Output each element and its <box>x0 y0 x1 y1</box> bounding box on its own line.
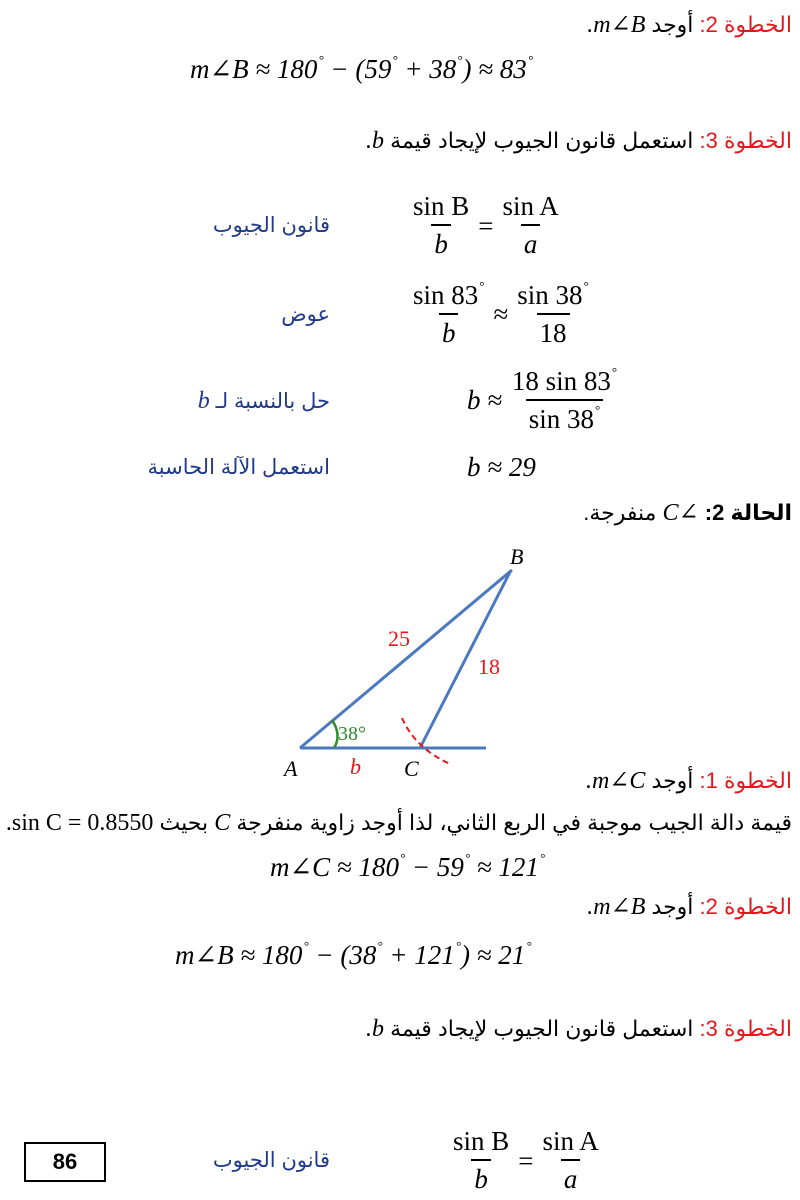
step-label: الخطوة 3: <box>699 128 792 153</box>
label-var: b <box>197 388 210 414</box>
eq-part: ≈ 121 <box>470 852 539 882</box>
label-use-calculator: استعمل الآلة الحاسبة <box>147 456 330 479</box>
fraction-denominator: a <box>521 224 541 262</box>
label-law-of-sines: قانون الجيوب <box>212 214 330 237</box>
substitution-equation: $\frac{\sin 83^\circ}{b}$ ≈ $\frac{\sin 38^\circ}{18}$ <box>410 278 592 351</box>
sine-note <box>6 810 792 837</box>
fraction-numerator: sin A <box>542 1126 599 1156</box>
step-math: m∠B. <box>587 894 646 920</box>
side-bc-label: 18 <box>478 654 500 679</box>
eq-part: ) ≈ 21 <box>461 940 526 970</box>
label-solve-for-b <box>198 388 330 415</box>
fraction-numerator: sin 38 <box>517 280 583 310</box>
step-text: استعمل قانون الجيوب لإيجاد قيمة <box>390 128 694 153</box>
fraction-numerator: sin B <box>413 191 470 221</box>
equation-angle-b-1: m∠B ≈ 180° − (59° + 38°) ≈ 83° <box>190 52 534 84</box>
solve-equation: b ≈ $\frac{18 \sin 83^\circ}{\sin 38^\circ}$ <box>467 364 620 437</box>
fraction-denominator: b <box>431 224 451 262</box>
step-math: m∠C. <box>585 768 646 794</box>
note-text2: بحيث <box>159 810 209 835</box>
step1-heading-2 <box>586 766 792 795</box>
side-ab-label: 25 <box>388 626 410 651</box>
case2-heading <box>583 498 792 527</box>
step3-heading-2 <box>366 1016 792 1043</box>
note-equation: sin C = 0.8550. <box>5 810 154 836</box>
eq-part: m∠B ≈ 180 <box>175 940 303 970</box>
page-number: 86 <box>24 1142 106 1182</box>
vertex-b-label: B <box>510 544 524 569</box>
fraction-denominator: a <box>561 1159 581 1197</box>
eq-part: − (59 <box>323 54 392 84</box>
fraction-numerator: 18 sin 83 <box>511 366 611 396</box>
fraction-numerator: sin B <box>453 1126 510 1156</box>
equation-angle-c: m∠C ≈ 180° − 59° ≈ 121° <box>270 850 546 882</box>
fraction-denominator: b <box>471 1159 491 1197</box>
vertex-a-label: A <box>284 756 298 781</box>
result-b: b ≈ 29 <box>467 452 536 482</box>
eq-part: m∠C ≈ 180 <box>270 852 399 882</box>
eq-part: − (38 <box>308 940 377 970</box>
step3-heading-1 <box>366 128 792 155</box>
eq-part: + 121 <box>382 940 455 970</box>
law-of-sines-equation: $\frac{\text{sin B}}{b}$ = $\frac{\text{sin A}}{a}$ <box>410 190 562 262</box>
case-label: الحالة 2: <box>704 500 792 525</box>
eq-part: m∠B ≈ 180 <box>190 54 318 84</box>
fraction-numerator: sin A <box>502 191 559 221</box>
fraction-numerator: sin 83 <box>413 280 479 310</box>
step-text: أوجد <box>651 12 694 37</box>
angle-a-label: 38° <box>338 723 366 745</box>
step-label: الخطوة 2: <box>699 12 792 37</box>
step-text: استعمل قانون الجيوب لإيجاد قيمة <box>390 1016 694 1041</box>
step-text: أوجد <box>651 894 694 919</box>
eq-part: − 59 <box>405 852 464 882</box>
law-of-sines-equation-2: $\frac{\text{sin B}}{b}$ = $\frac{\text{sin A}}{a}$ <box>450 1125 602 1197</box>
eq-lhs: b ≈ <box>467 385 503 416</box>
angle-a-arc <box>332 720 338 748</box>
label-law-of-sines-2: قانون الجيوب <box>212 1149 330 1172</box>
side-ac-label: b <box>350 754 361 779</box>
fraction-denominator: 18 <box>537 313 570 351</box>
step2-heading-1 <box>587 10 792 39</box>
note-var: C <box>214 810 231 836</box>
label-substitute: عوض <box>281 303 330 326</box>
note-text: قيمة دالة الجيب موجبة في الربع الثاني، لذا أوجد زاوية منفرجة <box>236 810 792 835</box>
fraction-denominator: b <box>439 313 459 351</box>
step-var: b. <box>366 1016 385 1042</box>
step-label: الخطوة 1: <box>699 768 792 793</box>
case-text: منفرجة. <box>583 500 657 525</box>
step-label: الخطوة 2: <box>699 894 792 919</box>
label-text: حل بالنسبة لـ <box>215 390 330 413</box>
step-text: أوجد <box>651 768 694 793</box>
eq-part: ) ≈ 83 <box>462 54 527 84</box>
eq-part: + 38 <box>397 54 457 84</box>
triangle-diagram <box>270 540 524 781</box>
step-label: الخطوة 3: <box>699 1016 792 1041</box>
vertex-c-label: C <box>404 756 419 781</box>
step2-heading-2 <box>587 892 792 921</box>
step-var: b. <box>366 128 385 154</box>
fraction-denominator: sin 38 <box>528 403 594 434</box>
step-math: m∠B. <box>587 12 646 38</box>
equation-angle-b-2: m∠B ≈ 180° − (38° + 121°) ≈ 21° <box>175 938 532 970</box>
case-angle: ∠C <box>662 500 699 526</box>
